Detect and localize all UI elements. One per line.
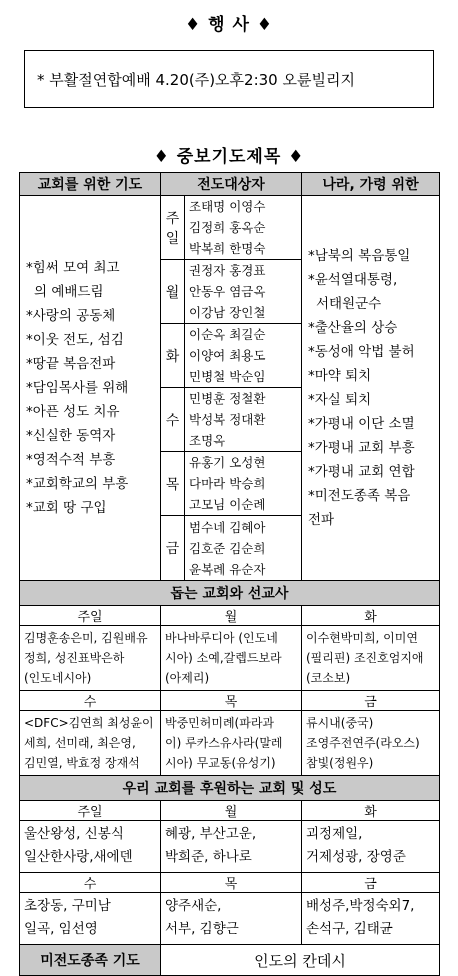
list-item: *가평내 교회 연합 bbox=[308, 464, 415, 480]
day-label: 수 bbox=[20, 691, 161, 711]
list-item: *가평내 교회 부흥 bbox=[308, 440, 415, 456]
list-item: *아픈 성도 치유 bbox=[26, 404, 120, 420]
day-label: 월 bbox=[161, 801, 302, 821]
mission-cell: 바나바루디아 (인도네 시아) 소예,갈렙드보라 (아제리) bbox=[161, 626, 302, 691]
evangelism-names: 이순옥 최길순 이양여 최용도 민병철 박순임 bbox=[185, 324, 302, 388]
event-item: * 부활절연합예배 4.20(주)오후2:30 오륜빌리지 bbox=[37, 70, 355, 89]
day-label: 목 bbox=[161, 691, 302, 711]
day-label: 화 bbox=[302, 801, 440, 821]
day-label: 주일 bbox=[20, 606, 161, 626]
header-evangelism: 전도대상자 bbox=[161, 173, 302, 196]
unreached-label: 미전도종족 기도 bbox=[20, 945, 161, 976]
list-item: 서태원군수 bbox=[316, 296, 382, 312]
evangelism-names: 조태명 이영수 김정희 홍옥순 박복희 한명숙 bbox=[185, 196, 302, 260]
nation-prayer-list bbox=[302, 196, 440, 581]
event-box bbox=[24, 50, 434, 108]
evangelism-names: 유홍기 오성현 다마라 박승희 고모님 이순례 bbox=[185, 452, 302, 516]
supporter-cell: 양주새순, 서부, 김향근 bbox=[161, 893, 302, 945]
day-label: 수 bbox=[161, 388, 185, 452]
supporter-cell: 괴정제일, 거제성광, 장영준 bbox=[302, 821, 440, 873]
prayer-table bbox=[19, 172, 440, 976]
list-item: *영적수적 부흥 bbox=[26, 452, 116, 468]
day-label: 화 bbox=[161, 324, 185, 388]
day-label: 주일 bbox=[20, 801, 161, 821]
church-prayer-list bbox=[20, 196, 161, 581]
list-item: *가평내 이단 소멸 bbox=[308, 416, 415, 432]
header-nation: 나라, 가령 위한 bbox=[302, 173, 440, 196]
day-label: 금 bbox=[302, 873, 440, 893]
list-item: *교회 땅 구입 bbox=[26, 500, 107, 516]
mission-cell: 박중민허미례(파라과 이) 루카스유사라(말레 시아) 무교동(유성기) bbox=[161, 711, 302, 776]
evangelism-names: 민병훈 정철환 박성복 정대환 조명옥 bbox=[185, 388, 302, 452]
missions-title: 돕는 교회와 선교사 bbox=[20, 581, 440, 606]
list-item: *교회학교의 부흥 bbox=[26, 476, 129, 492]
evangelism-names: 범수네 김혜아 김호준 김순희 윤복례 유순자 bbox=[185, 516, 302, 581]
mission-cell: 류시내(중국) 조영주전연주(라오스) 참빛(정원우) bbox=[302, 711, 440, 776]
header-church: 교회를 위한 기도 bbox=[20, 173, 161, 196]
supporter-cell: 초장동, 구미남 일곡, 임선영 bbox=[20, 893, 161, 945]
mission-cell: <DFC>김연희 최성윤이 세희, 선미래, 최은영, 김민열, 박효정 장재석 bbox=[20, 711, 161, 776]
list-item: *마약 퇴치 bbox=[308, 368, 372, 384]
day-label: 월 bbox=[161, 606, 302, 626]
evangelism-names: 권정자 홍경표 안동우 염금옥 이강남 장인철 bbox=[185, 260, 302, 324]
list-item: *담임목사를 위해 bbox=[26, 380, 129, 396]
list-item: *사랑의 공동체 bbox=[26, 308, 116, 324]
mission-cell: 김명훈송은미, 김원배유 정희, 성진표박은하 (인도네시아) bbox=[20, 626, 161, 691]
day-label: 수 bbox=[20, 873, 161, 893]
supporter-cell: 혜광, 부산고운, 박희준, 하나로 bbox=[161, 821, 302, 873]
events-title: ♦ 행 사 ♦ bbox=[184, 15, 274, 35]
list-item: *남북의 복음통일 bbox=[308, 248, 411, 264]
day-label: 월 bbox=[161, 260, 185, 324]
day-label: 금 bbox=[161, 516, 185, 581]
list-item: *땅끝 복음전파 bbox=[26, 356, 116, 372]
list-item: *자실 퇴치 bbox=[308, 392, 372, 408]
unreached-value: 인도의 칸데시 bbox=[161, 945, 440, 976]
list-item: *윤석열대통령, bbox=[308, 272, 398, 288]
day-label: 목 bbox=[161, 873, 302, 893]
list-item: *출산율의 상승 bbox=[308, 320, 398, 336]
day-label: 화 bbox=[302, 606, 440, 626]
list-item: *이웃 전도, 섬김 bbox=[26, 332, 124, 348]
day-label: 주일 bbox=[161, 196, 185, 260]
mission-cell: 이수현박미희, 이미연 (필리핀) 조진호엄지애 (코소보) bbox=[302, 626, 440, 691]
day-label: 금 bbox=[302, 691, 440, 711]
supporter-cell: 배성주,박정숙외7, 손석구, 김태균 bbox=[302, 893, 440, 945]
list-item: 의 예배드림 bbox=[34, 284, 104, 300]
list-item: *신실한 동역자 bbox=[26, 428, 116, 444]
list-item: 전파 bbox=[308, 512, 335, 528]
day-label: 목 bbox=[161, 452, 185, 516]
supporter-cell: 울산왕성, 신봉식 일산한사랑,새에덴 bbox=[20, 821, 161, 873]
prayer-title: ♦ 중보기도제목 ♦ bbox=[153, 147, 305, 167]
list-item: *힘써 모여 최고 bbox=[26, 260, 120, 276]
list-item: *미전도종족 복음 bbox=[308, 488, 411, 504]
list-item: *동성애 악법 불허 bbox=[308, 344, 415, 360]
supporters-title: 우리 교회를 후원하는 교회 및 성도 bbox=[20, 776, 440, 801]
